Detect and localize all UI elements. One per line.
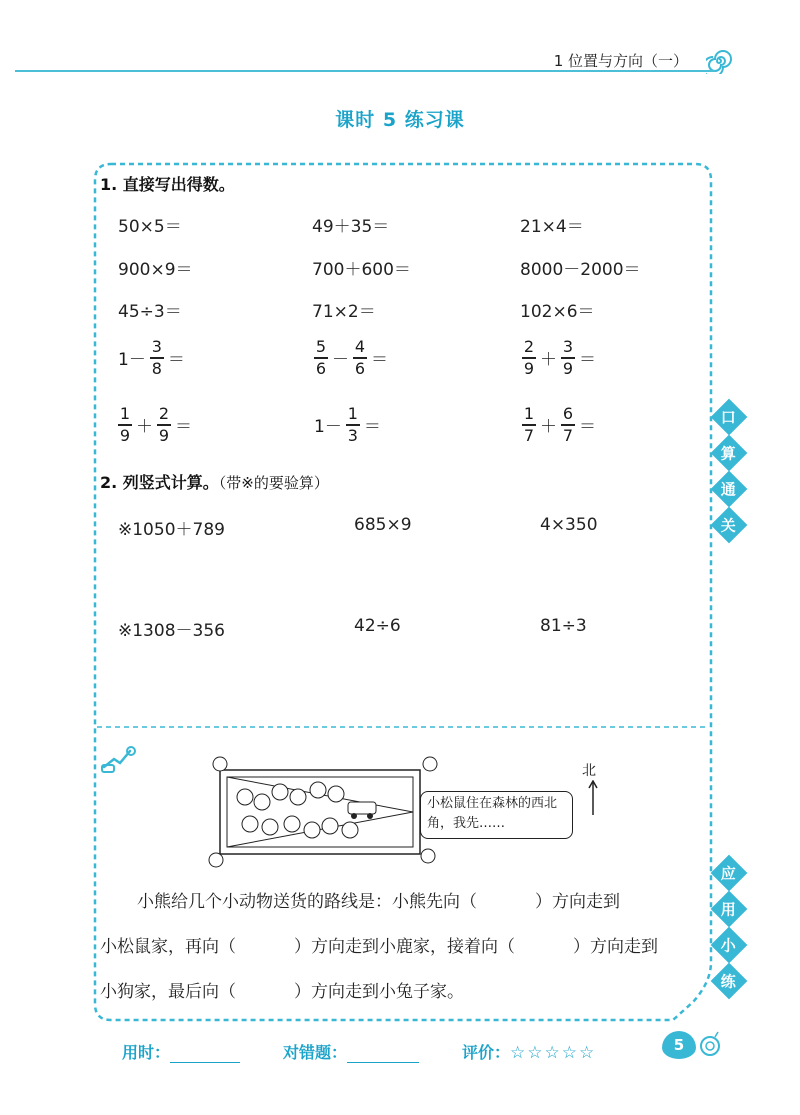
- denominator: 3: [347, 425, 358, 445]
- fraction-item: [314, 338, 388, 378]
- story-text: 小狗家，最后向（: [100, 982, 236, 1002]
- side-tag-label: 口: [721, 408, 737, 427]
- fraction: [353, 338, 367, 378]
- correct-blank[interactable]: [347, 1044, 419, 1063]
- calc-item: 50×5＝: [118, 217, 182, 237]
- story-text: ）方向走到: [573, 937, 658, 957]
- side-tag: [711, 927, 748, 964]
- side-tag-label: 应: [721, 864, 737, 883]
- denominator: 9: [158, 425, 170, 445]
- fraction: [157, 405, 171, 445]
- story-line-2: [100, 937, 658, 957]
- rating-stars[interactable]: ☆☆☆☆☆: [510, 1043, 597, 1063]
- fraction: [118, 405, 132, 445]
- fraction-tail: ＝: [371, 350, 388, 371]
- pointing-hand-icon: [100, 745, 140, 775]
- fraction-tail: ＝: [167, 350, 185, 371]
- calc-item: 49＋35＝: [312, 217, 390, 237]
- side-tag-label: 用: [721, 900, 737, 919]
- fraction: [561, 338, 575, 378]
- side-tag: [711, 399, 748, 436]
- footer-correct: [283, 1040, 419, 1063]
- story-text: ）方向走到小兔子家。: [294, 982, 464, 1002]
- fraction-item: [118, 405, 192, 445]
- numerator: 1: [347, 404, 358, 423]
- numerator: 5: [315, 337, 327, 356]
- story-line-3: [100, 982, 464, 1002]
- footer-time: [122, 1040, 240, 1063]
- calc-item: 700＋600＝: [312, 260, 411, 280]
- rating-label: 评价：: [462, 1043, 511, 1062]
- column-calc-item: ※1050＋789: [118, 520, 225, 540]
- snail-icon: [697, 1030, 723, 1058]
- fraction-operator: ＋: [136, 417, 153, 438]
- fraction: [522, 405, 536, 445]
- chapter-header: 1 位置与方向（一）: [553, 52, 688, 70]
- section2-title: [100, 470, 329, 493]
- numerator: 4: [354, 337, 366, 356]
- fraction: [314, 338, 328, 378]
- header-rule: [15, 70, 715, 72]
- north-label: 北: [582, 763, 596, 779]
- fraction-tail: ＝: [579, 350, 596, 371]
- column-calc-item: 4×350: [540, 515, 598, 535]
- numerator: 2: [523, 337, 535, 356]
- fraction-lead: 1－: [314, 417, 342, 438]
- time-blank[interactable]: [170, 1044, 240, 1063]
- side-tag-label: 通: [721, 480, 737, 499]
- page-number: 5: [662, 1031, 696, 1059]
- side-tag: [711, 471, 748, 508]
- fraction-tail: ＝: [363, 417, 381, 438]
- north-arrow-icon: [588, 780, 598, 816]
- story-text: 小熊给几个小动物送货的路线是：小熊先向（: [137, 892, 477, 912]
- calc-item: 102×6＝: [520, 302, 595, 322]
- forest-map-illustration: [200, 752, 440, 872]
- column-calc-item: 42÷6: [354, 616, 401, 636]
- fraction: [150, 338, 164, 378]
- denominator: 6: [354, 358, 366, 378]
- calc-item: 45÷3＝: [118, 302, 182, 322]
- fraction: [346, 405, 360, 445]
- side-tag-label: 小: [721, 936, 737, 955]
- fraction-tail: ＝: [175, 417, 192, 438]
- denominator: 9: [562, 358, 574, 378]
- fraction-lead: 1－: [118, 350, 146, 371]
- numerator: 2: [158, 404, 170, 423]
- calc-item: 21×4＝: [520, 217, 584, 237]
- side-tag-label: 算: [721, 444, 737, 463]
- story-line-1: [137, 892, 620, 912]
- numerator: 3: [151, 337, 162, 356]
- denominator: 9: [119, 425, 131, 445]
- time-label: 用时：: [122, 1043, 171, 1062]
- calc-item: 8000－2000＝: [520, 260, 641, 280]
- story-text: ）方向走到: [535, 892, 620, 912]
- side-tag: [711, 855, 748, 892]
- calc-item: 71×2＝: [312, 302, 376, 322]
- column-calc-item: 685×9: [354, 515, 412, 535]
- side-tag: [711, 891, 748, 928]
- fraction-operator: ＋: [540, 350, 557, 371]
- side-tags-oral: [716, 404, 742, 538]
- fraction-tail: ＝: [579, 417, 596, 438]
- correct-label: 对错题：: [283, 1043, 348, 1062]
- side-tag-label: 关: [721, 516, 737, 535]
- side-tags-application: [716, 860, 742, 994]
- section2-title-text: 2. 列竖式计算。: [100, 473, 219, 492]
- fraction-operator: ＋: [540, 417, 557, 438]
- fraction-item: [522, 405, 596, 445]
- calc-item: 900×9＝: [118, 260, 193, 280]
- denominator: 7: [523, 425, 535, 445]
- side-tag: [711, 507, 748, 544]
- fraction: [561, 405, 575, 445]
- section1-title: 1. 直接写出得数。: [100, 175, 235, 194]
- numerator: 1: [119, 404, 131, 423]
- denominator: 7: [562, 425, 574, 445]
- fraction-item: [314, 405, 381, 445]
- side-tag-label: 练: [721, 972, 737, 991]
- denominator: 9: [523, 358, 535, 378]
- story-text: 小松鼠家，再向（: [100, 937, 236, 957]
- numerator: 3: [562, 337, 574, 356]
- denominator: 6: [315, 358, 327, 378]
- footer-rating: [462, 1040, 596, 1063]
- lesson-title: 课时 5 练习课: [335, 109, 465, 131]
- speech-bubble: 小松鼠住在森林的西北角，我先……: [420, 791, 573, 839]
- fraction-operator: －: [332, 350, 349, 371]
- column-calc-item: ※1308－356: [118, 621, 225, 641]
- story-text: ）方向走到小鹿家，接着向（: [294, 937, 515, 957]
- section2-subtitle: （带※的要验算）: [218, 474, 329, 492]
- column-calc-item: 81÷3: [540, 616, 587, 636]
- fraction-item: [118, 338, 185, 378]
- side-tag: [711, 963, 748, 1000]
- denominator: 8: [151, 358, 162, 378]
- fraction: [522, 338, 536, 378]
- side-tag: [711, 435, 748, 472]
- numerator: 1: [523, 404, 535, 423]
- fraction-item: [522, 338, 596, 378]
- numerator: 6: [562, 404, 574, 423]
